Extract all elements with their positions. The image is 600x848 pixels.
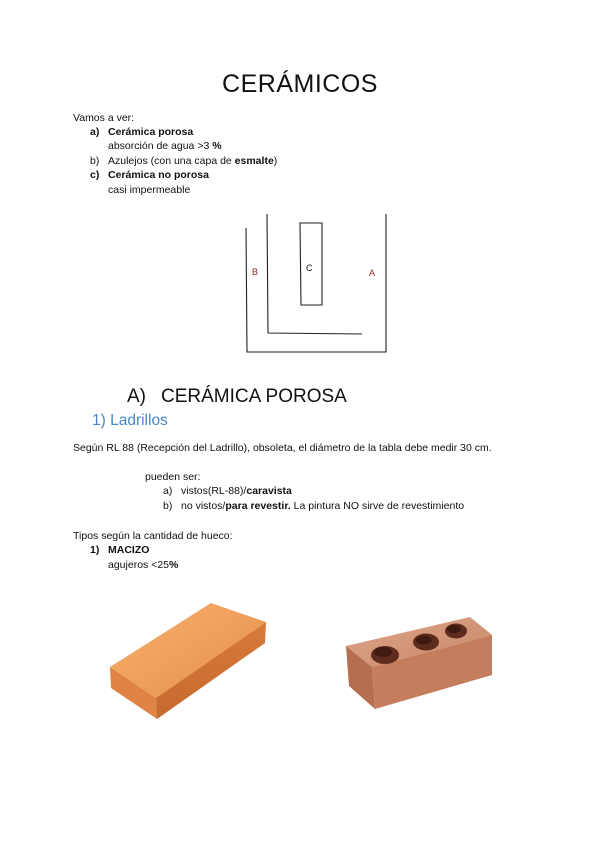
page-title: CERÁMICOS	[222, 70, 378, 98]
list-item-ceramica-no-porosa: Cerámica no porosa	[108, 169, 209, 181]
list-item-ceramica-porosa: Cerámica porosa	[108, 126, 194, 138]
section-heading: A) CERÁMICA POROSA	[127, 386, 347, 407]
list-item-detail-impermeable: casi impermeable	[108, 184, 191, 196]
list-item-detail-absorcion: absorción de agua >3 %	[108, 140, 222, 152]
pueden-marker-b: b)	[163, 500, 173, 512]
subsection-heading: 1) Ladrillos	[92, 412, 168, 429]
diagram-label-c: C	[306, 263, 313, 273]
pueden-intro: pueden ser:	[145, 471, 201, 483]
tipos-marker-1: 1)	[90, 544, 100, 556]
list-marker-c: c)	[90, 169, 100, 181]
tipos-item-detail-agujeros: agujeros <25%	[108, 559, 179, 571]
intro-text: Vamos a ver:	[73, 112, 135, 124]
pueden-marker-a: a)	[163, 485, 173, 497]
list-marker-b: b)	[90, 155, 100, 167]
tipos-intro: Tipos según la cantidad de hueco:	[73, 530, 233, 542]
list-item-azulejos: Azulejos (con una capa de esmalte)	[108, 155, 278, 167]
diagram-label-b: B	[252, 267, 259, 277]
list-marker-a: a)	[90, 126, 100, 138]
diagram-label-a: A	[369, 268, 376, 278]
pueden-item-no-vistos: no vistos/para revestir. La pintura NO sirve de revestimiento	[181, 500, 465, 512]
tipos-item-macizo: MACIZO	[108, 544, 150, 556]
paragraph-rl88: Según RL 88 (Recepción del Ladrillo), obsoleta, el diámetro de la tabla debe medir 30 cm.	[73, 442, 492, 454]
pueden-item-vistos: vistos(RL-88)/caravista	[181, 485, 292, 497]
